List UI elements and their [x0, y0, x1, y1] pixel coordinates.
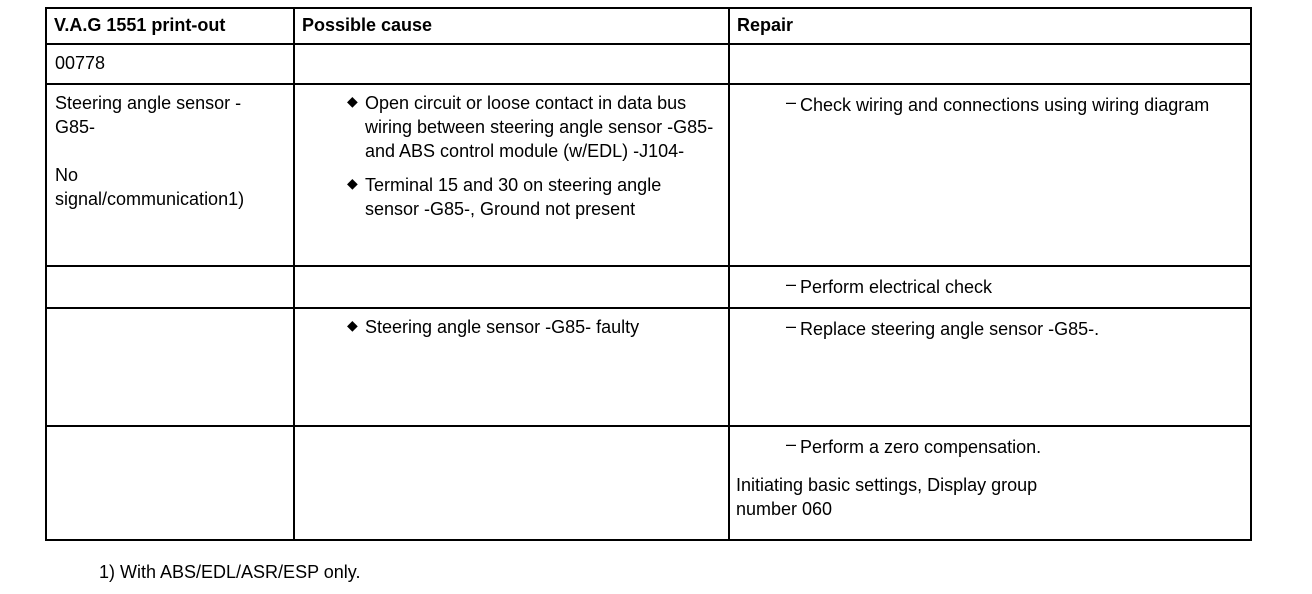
header-row — [46, 8, 1251, 44]
printout-line — [55, 139, 293, 163]
bullet-icon: ◆ — [347, 317, 358, 333]
printout-line: No — [55, 165, 79, 185]
bullet-icon: ◆ — [347, 175, 358, 191]
list-item — [347, 173, 720, 221]
list-item — [782, 93, 1242, 117]
cell-empty — [46, 308, 294, 426]
table-row-replace — [46, 308, 1251, 426]
cell-repair — [729, 308, 1251, 426]
table-row-code — [46, 44, 1251, 84]
cell-repair — [729, 266, 1251, 308]
dash-icon: – — [786, 274, 797, 294]
printout-line: Steering angle sensor - — [55, 93, 242, 113]
cause-text: Open circuit or loose contact in data bus wiring between steering angle sensor -G85- and ABS control module (w/EDL) -J104- — [365, 93, 714, 161]
cell-repair — [729, 426, 1251, 540]
repair-list — [730, 85, 1250, 117]
dash-icon: – — [786, 316, 797, 336]
cell-empty — [46, 426, 294, 540]
table-row-main — [46, 84, 1251, 266]
cell-repairs — [729, 84, 1251, 266]
cell-cause — [294, 308, 729, 426]
repair-text: Check wiring and connections using wiring diagram — [800, 95, 1210, 115]
list-item — [347, 91, 720, 163]
bullet-icon: ◆ — [347, 93, 358, 109]
cell-empty — [294, 266, 729, 308]
repair-text: Perform a zero compensation. — [800, 437, 1042, 457]
header-repair: Repair — [729, 8, 1251, 44]
cell-causes — [294, 84, 729, 266]
list-item — [347, 315, 720, 339]
cause-list — [295, 309, 728, 339]
cell-code — [46, 44, 294, 84]
footnote: 1) With ABS/EDL/ASR/ESP only. — [99, 562, 361, 582]
header-possible-cause: Possible cause — [294, 8, 729, 44]
cause-list — [295, 85, 728, 221]
printout-line: signal/communication1) — [55, 189, 245, 209]
dash-icon: – — [786, 434, 797, 454]
header-printout: V.A.G 1551 print-out — [46, 8, 294, 44]
list-item — [782, 435, 1242, 459]
list-item — [782, 275, 1242, 299]
repair-list — [730, 267, 1250, 299]
list-item — [782, 317, 1242, 341]
repair-list — [730, 309, 1250, 341]
basic-settings-note: Initiating basic settings, Display group number 060 — [736, 475, 1038, 519]
cause-text: Steering angle sensor -G85- faulty — [365, 317, 640, 337]
repair-list — [730, 427, 1250, 459]
cause-text: Terminal 15 and 30 on steering angle sensor -G85-, Ground not present — [365, 175, 662, 219]
fault-code: 00778 — [55, 53, 106, 73]
printout-line: G85- — [55, 117, 96, 137]
cell-printout — [46, 84, 294, 266]
cell-empty — [294, 44, 729, 84]
repair-text: Replace steering angle sensor -G85-. — [800, 319, 1100, 339]
printout-text — [47, 85, 293, 211]
fault-table — [45, 7, 1252, 541]
table-row-electrical — [46, 266, 1251, 308]
cell-empty — [46, 266, 294, 308]
cell-empty — [294, 426, 729, 540]
dash-icon: – — [786, 92, 797, 112]
repair-text: Perform electrical check — [800, 277, 993, 297]
cell-empty — [729, 44, 1251, 84]
table-row-zero — [46, 426, 1251, 540]
